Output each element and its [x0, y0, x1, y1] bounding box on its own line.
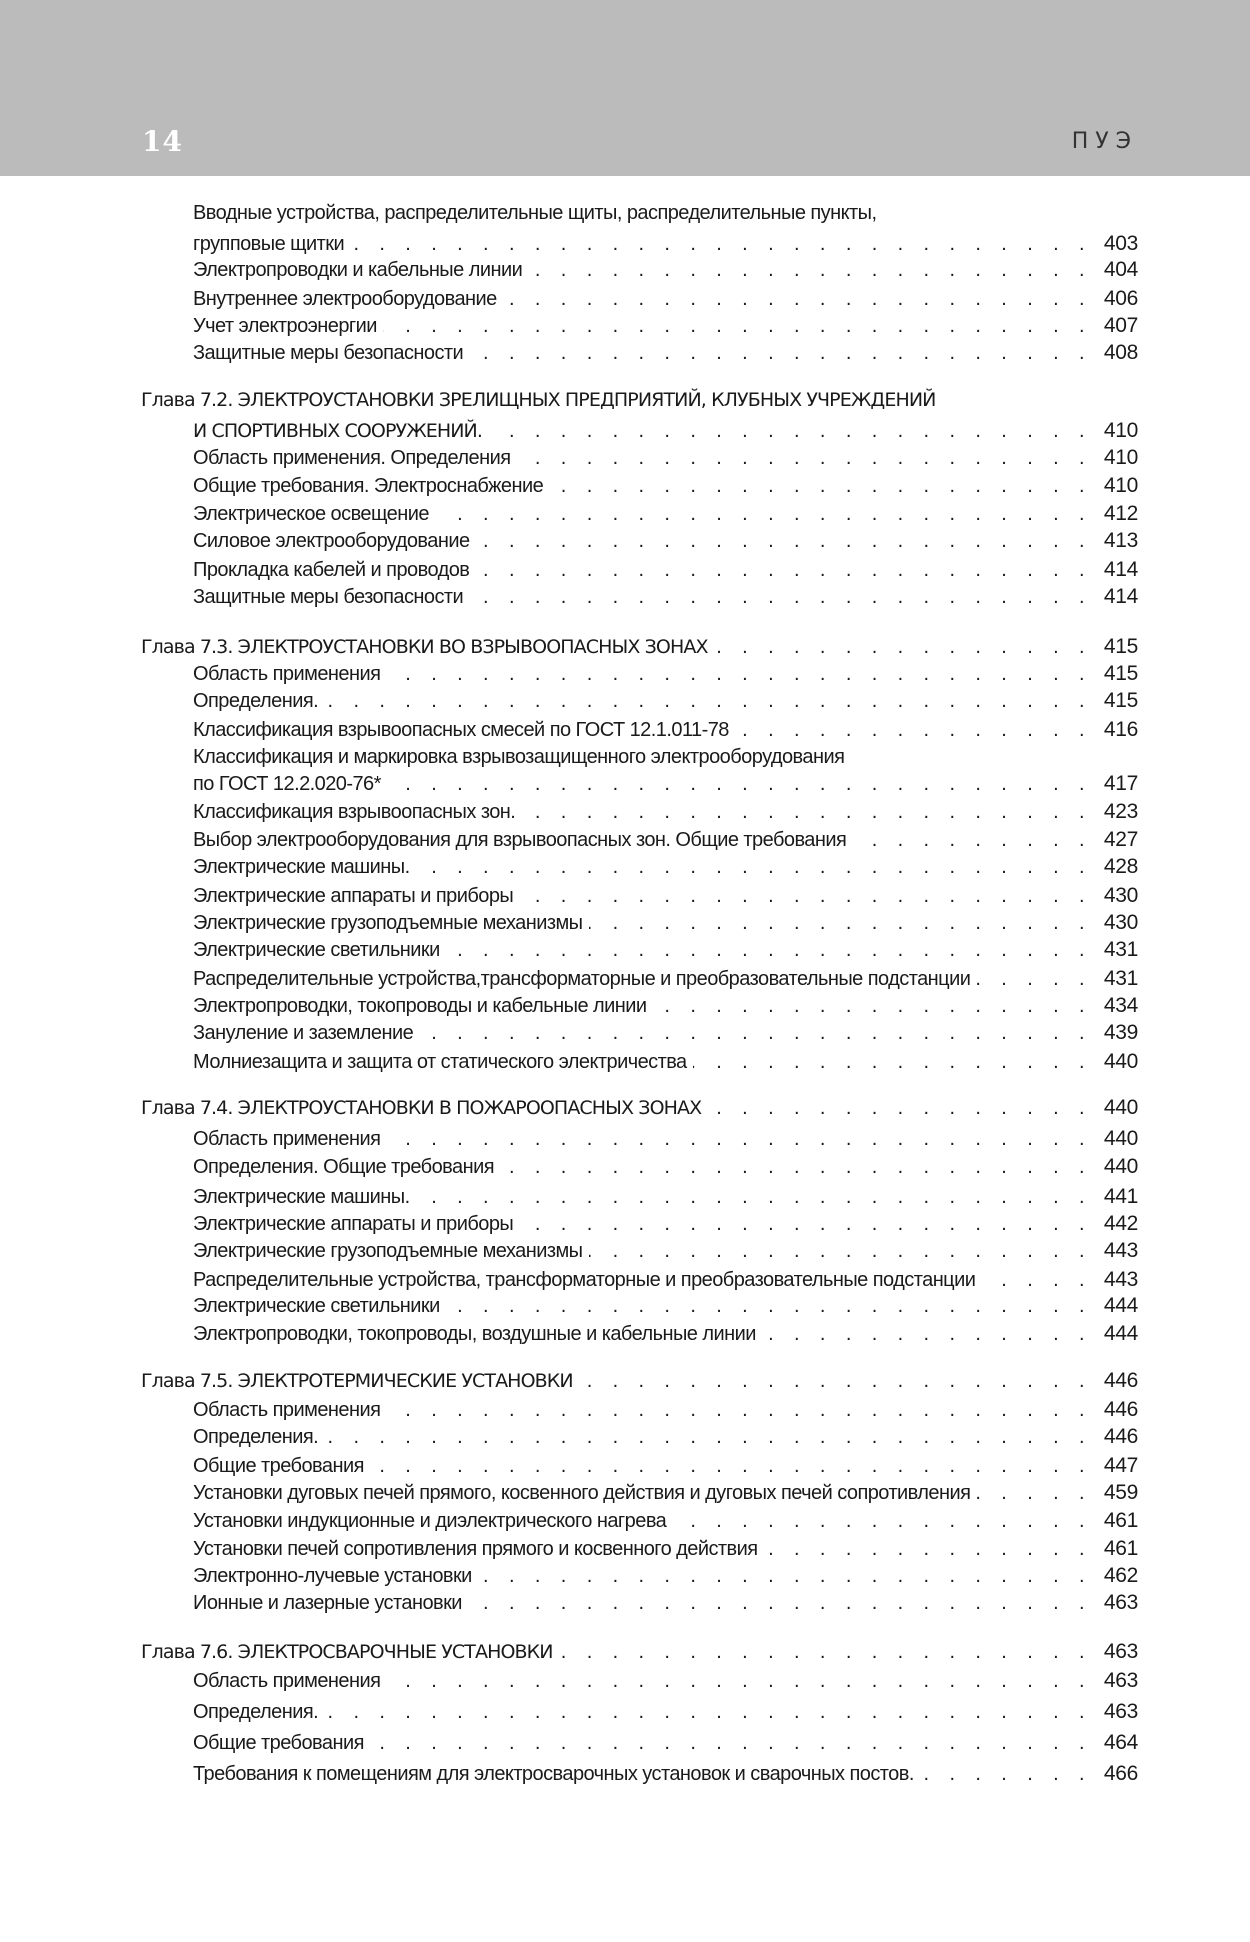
toc-page-number: 446 — [1103, 1398, 1138, 1421]
toc-entry-title: Прокладка кабелей и проводов — [193, 559, 470, 581]
toc-entry[interactable] — [193, 992, 1138, 1020]
toc-entry-title: Электрические светильники — [193, 939, 440, 961]
toc-chapter-title: И СПОРТИВНЫХ СООРУЖЕНИЙ. — [193, 420, 483, 442]
toc-page-number: 462 — [1103, 1564, 1138, 1587]
toc-entry-title: Ионные и лазерные установки — [193, 1592, 462, 1614]
toc-page-number: 442 — [1103, 1212, 1138, 1235]
toc-entry-title: Электропроводки и кабельные линии — [193, 259, 523, 281]
toc-page-number: 441 — [1103, 1185, 1138, 1208]
toc-page-number: 406 — [1103, 287, 1138, 310]
toc-chapter-title: Глава 7.5. ЭЛЕКТРОТЕРМИЧЕСКИЕ УСТАНОВКИ — [141, 1370, 573, 1392]
toc-chapter-title: Глава 7.3. ЭЛЕКТРОУСТАНОВКИ ВО ВЗРЫВООПАСНЫХ ЗОНАХ — [141, 636, 708, 658]
dot-leader — [324, 1698, 1092, 1726]
toc-entry[interactable] — [193, 1183, 1138, 1211]
toc-entry[interactable] — [193, 1729, 1138, 1757]
dot-leader — [516, 444, 1092, 472]
toc-entry-title: Распределительные устройства, трансформаторные и преобразовательные подстанции — [193, 1269, 976, 1291]
toc-entry-title: Молниезащита и защита от статического электричества — [193, 1051, 687, 1073]
toc-page-number: 463 — [1103, 1669, 1138, 1692]
dot-leader — [976, 965, 1092, 993]
toc-chapter-7-3[interactable] — [141, 633, 1138, 661]
dot-leader — [416, 1183, 1092, 1211]
dot-leader — [386, 1125, 1092, 1153]
dot-leader — [416, 853, 1092, 881]
toc-page-number: 446 — [1103, 1425, 1138, 1448]
toc-page-number: 415 — [1103, 635, 1138, 658]
toc-entry[interactable] — [193, 1237, 1138, 1265]
toc-entry[interactable] — [193, 660, 1138, 688]
toc-page-number: 446 — [1103, 1369, 1138, 1392]
dot-leader — [764, 1535, 1092, 1563]
dot-leader — [488, 417, 1092, 445]
toc-entry[interactable] — [193, 1125, 1138, 1153]
dot-leader — [383, 312, 1092, 340]
toc-entry[interactable] — [193, 583, 1138, 611]
toc-page-number: 412 — [1103, 502, 1138, 525]
toc-entry[interactable] — [193, 1210, 1138, 1238]
dot-leader — [475, 556, 1092, 584]
toc-entry[interactable] — [193, 1698, 1138, 1726]
dot-leader — [370, 1729, 1092, 1757]
dot-leader — [976, 1479, 1092, 1507]
toc-entry-title: Общие требования — [193, 1732, 364, 1754]
toc-page-number: 434 — [1103, 994, 1138, 1017]
toc-entry[interactable] — [193, 339, 1138, 367]
toc-entry[interactable] — [193, 230, 1138, 258]
running-title: ПУЭ — [1071, 129, 1138, 154]
toc-entry[interactable] — [193, 199, 1138, 227]
dot-leader — [476, 527, 1092, 555]
dot-leader — [469, 339, 1092, 367]
toc-entry-title: Общие требования. Электроснабжение — [193, 475, 544, 497]
toc-entry[interactable] — [193, 256, 1138, 284]
toc-entry[interactable] — [193, 1153, 1138, 1181]
toc-page-number: 423 — [1103, 800, 1138, 823]
toc-entry-title: Область применения — [193, 1670, 381, 1692]
toc-page-number: 403 — [1103, 232, 1138, 255]
toc-page-number: 414 — [1103, 585, 1138, 608]
toc-entry-title: Определения. — [193, 1701, 319, 1723]
dot-leader — [735, 716, 1092, 744]
toc-entry[interactable] — [193, 500, 1138, 528]
toc-entry[interactable] — [193, 770, 1138, 798]
dot-leader — [386, 660, 1092, 688]
toc-entry-title: Установки дуговых печей прямого, косвенного действия и дуговых печей сопротивления — [193, 1482, 971, 1504]
toc-entry[interactable] — [193, 1589, 1138, 1617]
toc-page-number: 407 — [1103, 314, 1138, 337]
toc-entry-title: Область применения. Определения — [193, 447, 511, 469]
dot-leader — [559, 1638, 1092, 1666]
toc-entry[interactable] — [193, 826, 1138, 854]
toc-entry-title: Электрическое освещение — [193, 503, 429, 525]
toc-entry[interactable] — [193, 472, 1138, 500]
toc-page-number: 461 — [1103, 1537, 1138, 1560]
toc-entry[interactable] — [193, 556, 1138, 584]
toc-page-number: 461 — [1103, 1509, 1138, 1532]
toc-entry-title: Электропроводки, токопроводы, воздушные и кабельные линии — [193, 1323, 756, 1345]
toc-page-number: 427 — [1103, 828, 1138, 851]
toc-entry[interactable] — [193, 1320, 1138, 1348]
toc-entry[interactable] — [193, 743, 1138, 771]
toc-entry-title: Учет электроэнергии — [193, 315, 377, 337]
toc-chapter-7-4[interactable] — [141, 1094, 1138, 1122]
toc-page-number: 417 — [1103, 772, 1138, 795]
dot-leader — [324, 1423, 1092, 1451]
dot-leader — [503, 285, 1092, 313]
dot-leader — [693, 1048, 1092, 1076]
toc-entry-title: Электрические аппараты и приборы — [193, 1213, 514, 1235]
dot-leader — [707, 1094, 1092, 1122]
toc-entry[interactable] — [193, 1019, 1138, 1047]
toc-entry[interactable] — [193, 936, 1138, 964]
toc-entry-title: Классификация и маркировка взрывозащищенного электрооборудования — [193, 746, 845, 768]
dot-leader — [386, 1667, 1092, 1695]
toc-page-number: 440 — [1103, 1050, 1138, 1073]
toc-entry[interactable] — [193, 527, 1138, 555]
dot-leader — [528, 256, 1092, 284]
dot-leader — [519, 1210, 1092, 1238]
dot-leader — [519, 882, 1092, 910]
toc-entry-title: Область применения — [193, 1128, 381, 1150]
toc-page-number: 447 — [1103, 1454, 1138, 1477]
toc-chapter-7-2[interactable] — [141, 386, 1138, 414]
toc-entry[interactable] — [193, 1507, 1138, 1535]
toc-entry-title: Вводные устройства, распределительные щиты, распределительные пункты, — [193, 202, 877, 224]
toc-entry-title: Определения. — [193, 690, 319, 712]
toc-page-number: 415 — [1103, 689, 1138, 712]
dot-leader — [981, 1266, 1092, 1294]
toc-entry-title: Классификация взрывоопасных зон. — [193, 801, 516, 823]
toc-entry-title: Общие требования — [193, 1455, 364, 1477]
toc-page-number: 439 — [1103, 1021, 1138, 1044]
dot-leader — [469, 583, 1092, 611]
toc-entry-title: Защитные меры безопасности — [193, 342, 464, 364]
dot-leader — [419, 1019, 1092, 1047]
dot-leader — [324, 687, 1092, 715]
toc-entry-title: Требования к помещениям для электросварочных установок и сварочных постов. — [193, 1763, 914, 1785]
toc-entry-title: Электрические машины. — [193, 1186, 410, 1208]
toc-page-number: 410 — [1103, 419, 1138, 442]
toc-entry-title: по ГОСТ 12.2.020-76* — [193, 773, 381, 795]
page-number: 14 — [142, 125, 183, 158]
toc-chapter-7-5[interactable] — [141, 1367, 1138, 1395]
toc-page-number: 444 — [1103, 1322, 1138, 1345]
toc-entry[interactable] — [193, 687, 1138, 715]
dot-leader — [762, 1320, 1092, 1348]
toc-entry-title: Внутреннее электрооборудование — [193, 288, 497, 310]
toc-entry-title: Электрические светильники — [193, 1295, 440, 1317]
toc-entry[interactable] — [193, 1266, 1138, 1294]
toc-entry-title: Электрические грузоподъемные механизмы — [193, 1240, 583, 1262]
toc-page-number: 430 — [1103, 911, 1138, 934]
toc-page-number: 408 — [1103, 341, 1138, 364]
toc-entry[interactable] — [193, 1535, 1138, 1563]
toc-entry[interactable] — [193, 1292, 1138, 1320]
toc-entry[interactable] — [193, 1760, 1138, 1788]
toc-entry-title: Выбор электрооборудования для взрывоопасных зон. Общие требования — [193, 829, 847, 851]
toc-entry-title: Область применения — [193, 663, 381, 685]
toc-page-number: 404 — [1103, 258, 1138, 281]
dot-leader — [589, 909, 1092, 937]
toc-entry-title: групповые щитки — [193, 233, 345, 255]
toc-entry[interactable] — [193, 312, 1138, 340]
dot-leader — [920, 1760, 1092, 1788]
dot-leader — [672, 1507, 1092, 1535]
toc-entry-title: Классификация взрывоопасных смесей по ГОСТ 12.1.011-78 — [193, 719, 729, 741]
toc-entry-title: Электрические машины. — [193, 856, 410, 878]
toc-page-number: 440 — [1103, 1127, 1138, 1150]
dot-leader — [852, 826, 1092, 854]
dot-leader — [714, 633, 1092, 661]
dot-leader — [579, 1367, 1092, 1395]
toc-page-number: 443 — [1103, 1239, 1138, 1262]
dot-leader — [521, 798, 1092, 826]
toc-page-number: 428 — [1103, 855, 1138, 878]
toc-entry-title: Распределительные устройства,трансформаторные и преобразовательные подстанции — [193, 968, 971, 990]
toc-entry[interactable] — [193, 1479, 1138, 1507]
dot-leader — [500, 1153, 1092, 1181]
toc-page-number: 463 — [1103, 1640, 1138, 1663]
toc-page-number: 416 — [1103, 718, 1138, 741]
toc-page-number: 464 — [1103, 1731, 1138, 1754]
toc-entry[interactable] — [193, 1396, 1138, 1424]
toc-entry-title: Электропроводки, токопроводы и кабельные линии — [193, 995, 647, 1017]
toc-page-number: 463 — [1103, 1591, 1138, 1614]
toc-entry-title: Установки печей сопротивления прямого и косвенного действия — [193, 1538, 758, 1560]
toc-page-number: 430 — [1103, 884, 1138, 907]
toc-chapter-title: Глава 7.4. ЭЛЕКТРОУСТАНОВКИ В ПОЖАРООПАСНЫХ ЗОНАХ — [141, 1097, 702, 1119]
page-header-band — [0, 0, 1250, 176]
toc-chapter-title: Глава 7.2. ЭЛЕКТРОУСТАНОВКИ ЗРЕЛИЩНЫХ ПРЕДПРИЯТИЙ, КЛУБНЫХ УЧРЕЖДЕНИЙ — [141, 389, 936, 411]
toc-entry[interactable] — [193, 853, 1138, 881]
dot-leader — [446, 1292, 1092, 1320]
toc-entry[interactable] — [193, 798, 1138, 826]
toc-entry[interactable] — [193, 965, 1138, 993]
dot-leader — [478, 1562, 1092, 1590]
toc-entry-title: Определения. — [193, 1426, 319, 1448]
dot-leader — [653, 992, 1092, 1020]
toc-entry[interactable] — [193, 882, 1138, 910]
toc-entry-title: Электрические грузоподъемные механизмы — [193, 912, 583, 934]
toc-page-number: 443 — [1103, 1268, 1138, 1291]
toc-entry-title: Силовое электрооборудование — [193, 530, 470, 552]
dot-leader — [589, 1237, 1092, 1265]
toc-page-number: 410 — [1103, 474, 1138, 497]
toc-entry-title: Защитные меры безопасности — [193, 586, 464, 608]
toc-entry[interactable] — [193, 1562, 1138, 1590]
dot-leader — [446, 936, 1092, 964]
toc-entry[interactable] — [193, 1452, 1138, 1480]
toc-page-number: 413 — [1103, 529, 1138, 552]
toc-page-number: 440 — [1103, 1096, 1138, 1119]
toc-entry-title: Электронно-лучевые установки — [193, 1565, 472, 1587]
dot-leader — [386, 1396, 1092, 1424]
toc-entry-title: Определения. Общие требования — [193, 1156, 494, 1178]
toc-entry[interactable] — [193, 444, 1138, 472]
toc-entry[interactable] — [193, 909, 1138, 937]
toc-entry-title: Установки индукционные и диэлектрического нагрева — [193, 1510, 667, 1532]
toc-entry[interactable] — [193, 716, 1138, 744]
dot-leader — [549, 472, 1092, 500]
toc-page-number: 444 — [1103, 1294, 1138, 1317]
dot-leader — [435, 500, 1092, 528]
toc-page-number: 459 — [1103, 1481, 1138, 1504]
toc-page-number: 463 — [1103, 1700, 1138, 1723]
toc-entry-title: Электрические аппараты и приборы — [193, 885, 514, 907]
toc-entry[interactable] — [193, 1423, 1138, 1451]
toc-page-number: 440 — [1103, 1155, 1138, 1178]
toc-entry[interactable] — [193, 1667, 1138, 1695]
dot-leader — [350, 230, 1092, 258]
toc-page-number: 414 — [1103, 558, 1138, 581]
dot-leader — [387, 770, 1092, 798]
toc-chapter-7-2-continued[interactable] — [193, 417, 1138, 445]
dot-leader — [468, 1589, 1092, 1617]
toc-page-number: 410 — [1103, 446, 1138, 469]
toc-chapter-title: Глава 7.6. ЭЛЕКТРОСВАРОЧНЫЕ УСТАНОВКИ — [141, 1641, 553, 1663]
toc-page-number: 466 — [1103, 1762, 1138, 1785]
toc-page-number: 431 — [1103, 967, 1138, 990]
toc-chapter-7-6[interactable] — [141, 1638, 1138, 1666]
toc-entry[interactable] — [193, 1048, 1138, 1076]
dot-leader — [370, 1452, 1092, 1480]
toc-page-number: 431 — [1103, 938, 1138, 961]
toc-page-number: 415 — [1103, 662, 1138, 685]
toc-entry-title: Область применения — [193, 1399, 381, 1421]
toc-entry[interactable] — [193, 285, 1138, 313]
toc-entry-title: Зануление и заземление — [193, 1022, 414, 1044]
